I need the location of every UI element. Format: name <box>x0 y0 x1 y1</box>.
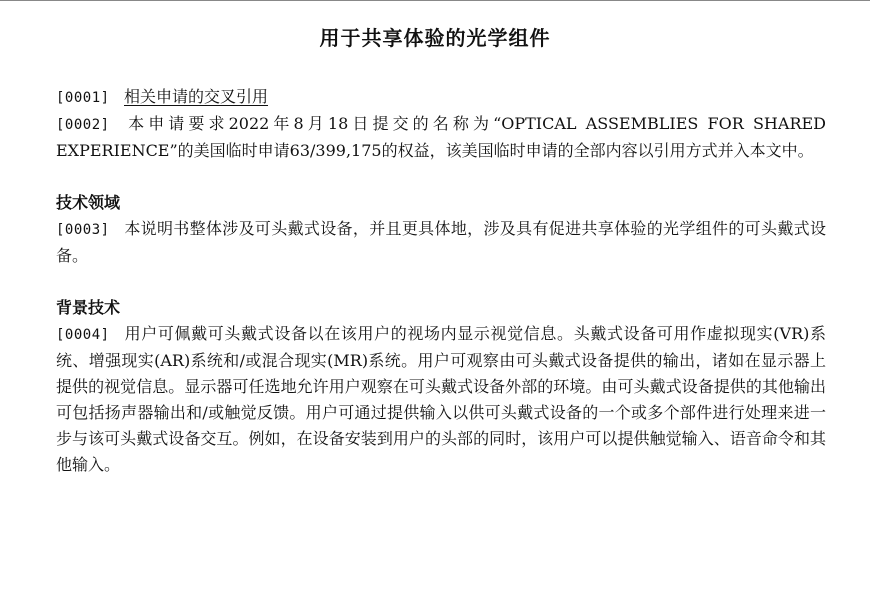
paragraph-text: 本说明书整体涉及可头戴式设备，并且更具体地，涉及具有促进共享体验的光学组件的可头戴式设备。 <box>56 219 826 265</box>
paragraph-0002 <box>56 111 826 164</box>
document-body <box>56 84 826 478</box>
paragraph-text: 本申请要求2022年8月18日提交的名称为“OPTICAL ASSEMBLIES FOR SHARED EXPERIENCE”的美国临时申请63/399,175的权益，该美国临时申请的全部内容以引用方式并入本文中。 <box>56 114 826 160</box>
top-border-rule <box>0 0 870 1</box>
paragraph-number: [0001] <box>56 90 110 106</box>
section-heading-technical-field: 技术领域 <box>56 193 121 212</box>
paragraph-number: [0003] <box>56 222 110 238</box>
section-heading-background: 背景技术 <box>56 298 121 317</box>
cross-reference-heading: 相关申请的交叉引用 <box>124 87 269 106</box>
paragraph-0001 <box>56 84 826 111</box>
paragraph-0003 <box>56 216 826 269</box>
paragraph-number: [0002] <box>56 117 110 133</box>
paragraph-text: 用户可佩戴可头戴式设备以在该用户的视场内显示视觉信息。头戴式设备可用作虚拟现实(VR)系统、增强现实(AR)系统和/或混合现实(MR)系统。用户可观察由可头戴式设备提供的输出，诸如在显示器上提供的视觉信息。显示器可任选地允许用户观察在可头戴式设备外部的环境。由可头戴式设备提供的其他输出可包括扬声器输出和/或触觉反馈。用户可通过提供输入以供可头戴式设备的一个或多个部件进行处理来进一步与该可头戴式设备交互。例如，在设备安装到用户的头部的同时，该用户可以提供触觉输入、语音命令和其他输入。 <box>56 324 826 474</box>
document-title: 用于共享体验的光学组件 <box>319 26 551 50</box>
paragraph-0004 <box>56 321 826 478</box>
paragraph-number: [0004] <box>56 327 110 343</box>
